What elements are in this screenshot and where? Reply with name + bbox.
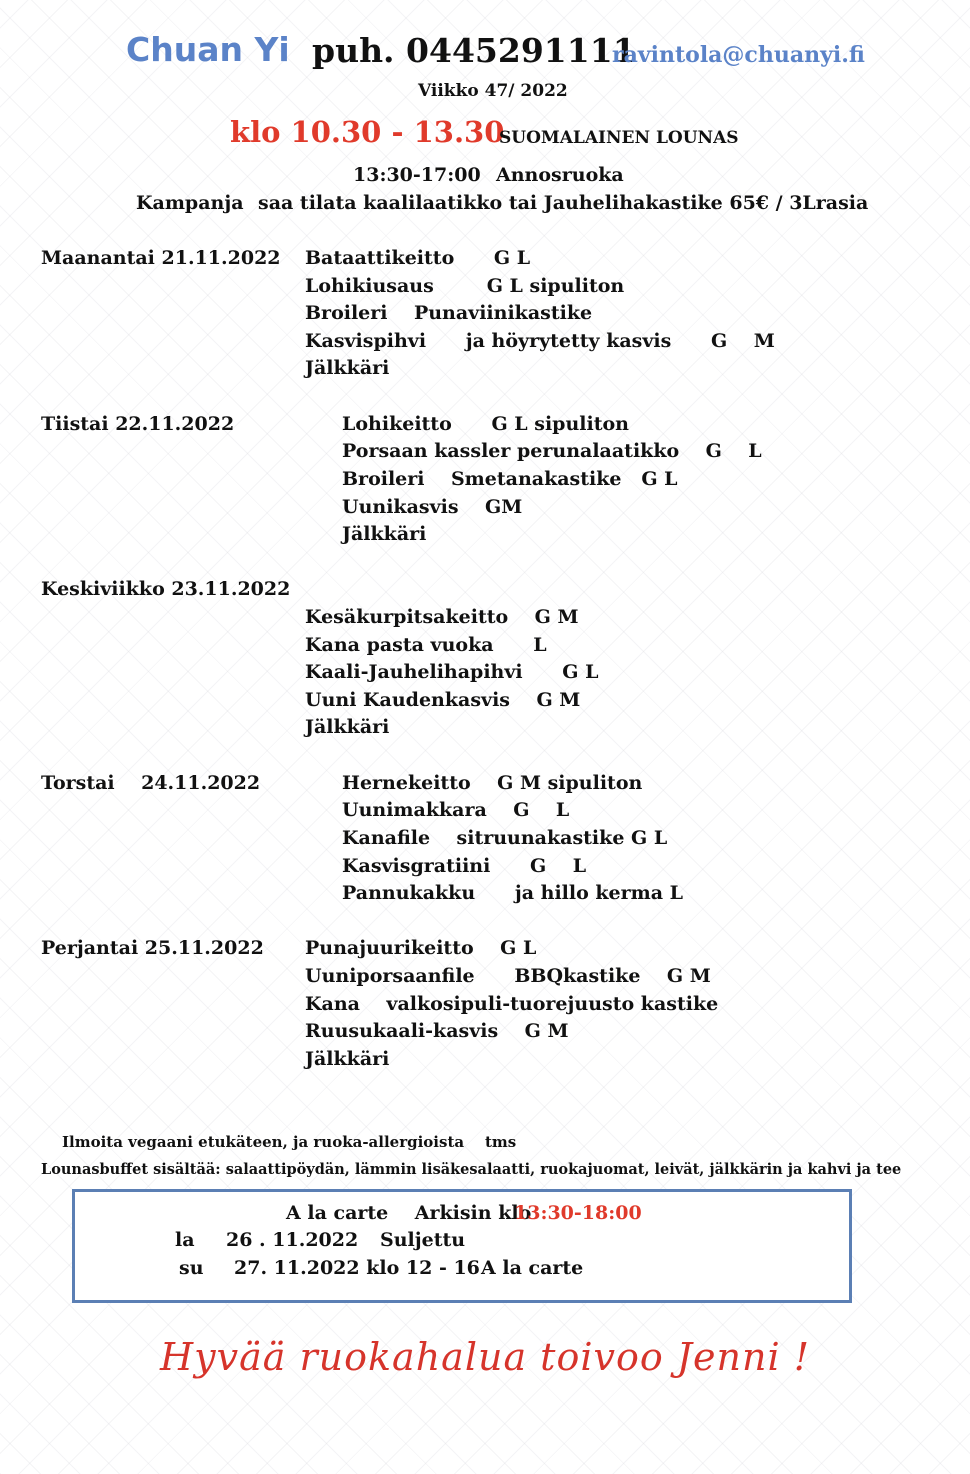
menu-item: Jälkkäri	[305, 1048, 390, 1070]
footer-greeting: Hyvää ruokahalua toivoo Jenni !	[160, 1335, 810, 1379]
menu-item: Punajuurikeitto G L	[305, 937, 537, 959]
sunday-status: A la carte	[481, 1257, 584, 1279]
restaurant-name	[126, 30, 290, 69]
day-monday: Maanantai 21.11.2022	[41, 247, 281, 269]
campaign-label: Kampanja	[136, 192, 244, 214]
menu-item: Jälkkäri	[305, 716, 390, 738]
menu-item: Uuniporsaanfile BBQkastike G M	[305, 965, 711, 987]
email-link[interactable]: ravintola@chuanyi.fi	[612, 42, 865, 68]
day-tuesday: Tiistai 22.11.2022	[41, 413, 235, 435]
sunday-date: 27. 11.2022 klo 12 - 16	[234, 1257, 480, 1279]
menu-item: Broileri Punaviinikastike	[305, 302, 593, 324]
menu-item: Jälkkäri	[342, 523, 427, 545]
saturday-status: Suljettu	[380, 1229, 466, 1251]
menu-item: Uuni Kaudenkasvis G M	[305, 689, 581, 711]
restaurant-name-text: Chuan Yi	[126, 30, 290, 69]
portion-time: 13:30-17:00	[353, 164, 481, 186]
menu-item: Kesäkurpitsakeitto G M	[305, 606, 579, 628]
alacarte-label: A la carte Arkisin klo	[286, 1202, 532, 1224]
day-friday: Perjantai 25.11.2022	[41, 937, 264, 959]
alacarte-time: 13:30-18:00	[514, 1202, 642, 1224]
menu-item: Kasvisgratiini G L	[342, 855, 587, 877]
menu-item: Ruusukaali-kasvis G M	[305, 1020, 569, 1042]
menu-item: Kana pasta vuoka L	[305, 634, 547, 656]
menu-item: Porsaan kassler perunalaatikko G L	[342, 440, 762, 462]
lunch-label: SUOMALAINEN LOUNAS	[499, 128, 739, 148]
menu-item: Kaali-Jauhelihapihvi G L	[305, 661, 599, 683]
menu-item: Uunimakkara G L	[342, 799, 570, 821]
week-label: Viikko 47/ 2022	[418, 81, 568, 101]
saturday-day: la	[175, 1229, 195, 1251]
menu-item: Lohikiusaus G L sipuliton	[305, 275, 625, 297]
campaign-text: saa tilata kaalilaatikko tai Jauhelihakastike 65€ / 3Lrasia	[258, 192, 869, 214]
day-wednesday: Keskiviikko 23.11.2022	[41, 578, 291, 600]
menu-item: Jälkkäri	[305, 357, 390, 379]
buffet-note: Lounasbuffet sisältää: salaattipöydän, lämmin lisäkesalaatti, ruokajuomat, leivät, jälkkärin ja kahvi ja tee	[41, 1161, 902, 1178]
menu-item: Bataattikeitto G L	[305, 247, 531, 269]
menu-item: Kana valkosipuli-tuorejuusto kastike	[305, 993, 719, 1015]
menu-item: Uunikasvis GM	[342, 496, 523, 518]
menu-item: Lohikeitto G L sipuliton	[342, 413, 629, 435]
phone-number: puh. 0445291111	[312, 31, 636, 70]
day-thursday: Torstai 24.11.2022	[41, 772, 261, 794]
lunch-time: klo 10.30 - 13.30	[230, 115, 505, 149]
menu-item: Hernekeitto G M sipuliton	[342, 772, 643, 794]
sunday-day: su	[179, 1257, 204, 1279]
saturday-date: 26 . 11.2022	[226, 1229, 359, 1251]
menu-item: Kanafile sitruunakastike G L	[342, 827, 668, 849]
menu-item: Broileri Smetanakastike G L	[342, 468, 678, 490]
menu-item: Pannukakku ja hillo kerma L	[342, 882, 684, 904]
vegan-note: Ilmoita vegaani etukäteen, ja ruoka-allergioista tms	[62, 1133, 517, 1151]
portion-label: Annosruoka	[496, 164, 624, 186]
menu-item: Kasvispihvi ja höyrytetty kasvis G M	[305, 330, 775, 352]
